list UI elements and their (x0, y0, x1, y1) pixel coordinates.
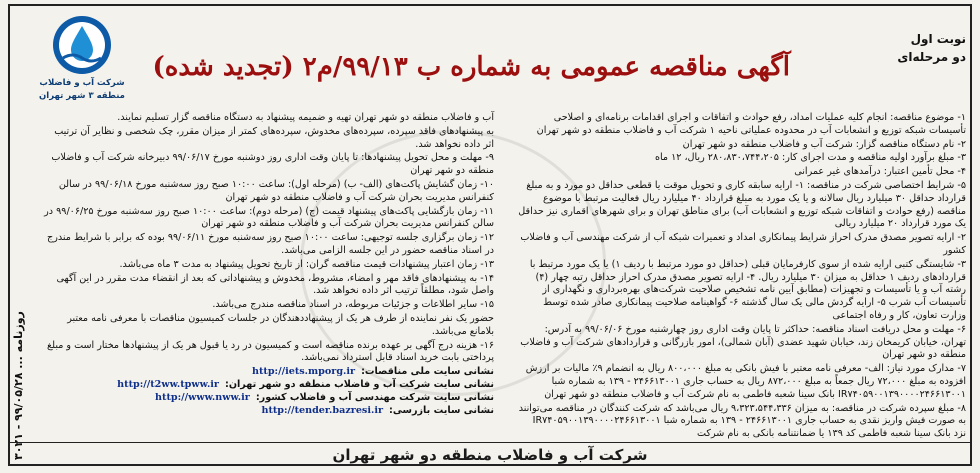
clause-12: ۱۲- زمان برگزاری جلسه توجیهی: ساعت ۱۰:۰۰ صبح روز سه‌شنبه مورخ ۹۹/۰۶/۱۱ بوده که برابر با شرایط مندرج در اسناد مناقصه حضور در این جلسه الزامی می‌باشد. (47, 232, 494, 256)
side-tag-text: روزنامه ... ۹۹/۰۵/۲۸ - ۳۰۲۱ (12, 311, 25, 460)
website-link-nww[interactable]: http://www.nww.ir (155, 391, 250, 403)
clause-8: ۸- مبلغ سپرده شرکت در مناقصه: به میزان ۹،۳۲۳،۵۴۴،۳۳۶ ریال می‌باشد که شرکت کنندگان در مناقصه می‌توانند به صورت فیش واریز نقدی به حساب جاری ۲۴۶۶۱۳۰۰۱ - ۱۳۹ به شماره شبا IR۷۴۰۵۹۰۰۱۳۹۰۰۰۰۲۴۶۶۱۳۰۰۱ نزد بانک سینا شعبه فاطمی کد ۱۳۹ یا ضمانتنامه بانکی به نام شرکت (518, 402, 966, 440)
deposit-note: به پیشنهادهای فاقد سپرده، سپرده‌های مخدوش، سپرده‌های کمتر از میزان مقرر، چک شخصی و نظایر آن ترتیب اثر داده نخواهد شد. (54, 125, 494, 150)
website-label: نشانی سایت شرکت آب و فاضلاب منطقه دو شهر تهران: (224, 378, 494, 390)
notice-round (897, 30, 966, 66)
website-label: نشانی سایت شرکت مهندسی آب و فاضلاب کشور: (255, 391, 494, 403)
clause-1: ۱- موضوع مناقصه: انجام کلیه عملیات امداد، رفع حوادث و اتفاقات و اجرای اقدامات برنامه‌ای و اصلاحی تأسیسات شبکه توزیع و انشعابات آب در محدوده عملیاتی ناحیه ۱ شرکت آب و فاضلاب منطقه دو شهر تهران (536, 112, 966, 136)
clause-11: ۱۱- زمان بازگشایی پاکت‌های پیشنهاد قیمت (ج) (مرحله دوم): ساعت ۱۰:۰۰ صبح روز سه‌شنبه مورخ ۹۹/۰۶/۲۵ در سالن کنفرانس مدیریت بحران شرکت آب و فاضلاب منطقه دو شهر تهران (44, 205, 494, 230)
ad-title: آگهی مناقصه عمومی به شماره ب ۹۹/۱۳/م۲ (تجدید شده) (152, 52, 790, 82)
logo-line1: شرکت آب و فاضلاب (39, 78, 125, 88)
round-first: نوبت اول (910, 32, 966, 46)
clause-3: ۳- مبلغ برآورد اولیه مناقصه و مدت اجرای کار: ۲۸۰،۸۳۰،۷۴۴،۲۰۵ ریال، ۱۲ ماه (654, 152, 966, 164)
website-row (42, 366, 494, 379)
website-row (42, 379, 494, 392)
water-drop-logo-icon (51, 14, 113, 76)
website-link-bazresi[interactable]: http://tender.bazresi.ir (261, 404, 384, 416)
website-link-iets[interactable]: http://iets.mporg.ir (251, 366, 356, 378)
clause-13: ۱۳- زمان اعتبار پیشنهادات قیمت مناقصه گران: از تاریخ تحویل پیشنهاد به مدت ۳ ماه می‌باشد. (119, 258, 494, 270)
website-row (42, 392, 494, 405)
website-link-t2ww[interactable]: http://t2ww.tpww.ir (117, 378, 219, 390)
clause-5: ۵- شرایط اختصاصی شرکت در مناقصه: ۱- ارایه سابقه کاری و تحویل موقت یا قطعی حداقل دو مورد و به مبلغ قرارداد حداقل ۳۰ میلیارد ریال سالانه و یا یک مورد به مبلغ قرارداد ۴۰ میلیارد ریال فعالیت مرتبط با موضوع مناقصه (رفع حوادث و اتفاقات شبکه توزیع و انشعابات آب) برای مناطق تهران و برای شهرهای اقماری نیز حداقل یک مورد قرارداد ۲۰ میلیارد ریالی (518, 179, 966, 230)
website-label: نشانی سایت ملی مناقصات: (361, 366, 494, 378)
clause-6: ۶- مهلت و محل دریافت اسناد مناقصه: حداکثر تا پایان وقت اداری روز چهارشنبه مورخ ۹۹/۰۶/۰۶ به آدرس: تهران، خیابان کریمخان زند، خیابان شهید عضدی (آبان شمالی)، امور بازرگانی و قراردادهای شرکت آب و فاضلاب منطقه دو شهر تهران (520, 323, 966, 361)
clause-14: ۱۴- به پیشنهادهای فاقد مهر و امضاء، مشروط، مخدوش و پیشنهاداتی که بعد از انقضاء مدت مقرر در این آگهی واصل شود، مطلقاً ترتیب اثر داده نخواهد شد. (56, 272, 494, 297)
clause-15: ۱۵- سایر اطلاعات و جزئیات مربوطه، در اسناد مناقصه مندرج می‌باشد. (212, 299, 494, 311)
logo-line2: منطقه ۳ شهر تهران (39, 91, 125, 101)
footer-company-name: شرکت آب و فاضلاب منطقه دو شهر تهران (8, 442, 972, 466)
left-column (42, 112, 494, 417)
representative-note: حضور یک نفر نماینده از طرف هر یک از پیشنهاددهندگان در جلسات کمیسیون مناقصات با معرفی نامه معتبر بلامانع می‌باشد. (67, 312, 494, 337)
clause-4: ۴- محل تأمین اعتبار: درآمدهای غیر عمرانی (794, 166, 966, 178)
clause-9: ۹- مهلت و محل تحویل پیشنهادها: تا پایان وقت اداری روز دوشنبه مورخ ۹۹/۰۶/۱۷ دبیرخانه شرکت آب و فاضلاب منطقه دو شهر تهران (51, 152, 494, 177)
clause-5-3: ۳- شایستگی کتبی ارایه شده از سوی کارفرمایان قبلی (حداقل دو مورد مرتبط با ردیف ۱) یا یک مورد مرتبط با قراردادهای ردیف ۱ حداقل به میزان ۳۰ میلیارد ریال. ۴- ارایه تصویر مصدق مدرک احراز حداقل رتبه چهار (۴) رشته آب و یا تأسیسات و تجهیزات (مطابق آیین نامه تشخیص صلاحیت شرکت‌های بهره‌برداری و نگهداری از تأسیسات آب شرب ۵- ارایه گردش مالی یک سال گذشته ۶- گواهینامه صلاحیت پیمانکاری صادر شده توسط وزارت تعاون، کار و رفاه اجتماعی (529, 258, 966, 321)
clause-5-2: ۲- ارایه تصویر مصدق مدرک احراز شرایط پیمانکاری امداد و تعمیرات شبکه آب از شرکت مهندسی آب و فاضلاب کشور (520, 232, 966, 256)
right-column (518, 112, 966, 442)
newspaper-side-tag (0, 280, 25, 460)
clause-2: ۲- نام دستگاه مناقصه گزار: شرکت آب و فاضلاب منطقه دو شهر تهران (682, 138, 966, 150)
round-two-stage: دو مرحله‌ای (897, 50, 966, 64)
clause-8-cont: آب و فاضلاب منطقه دو شهر تهران تهیه و ضمیمه پیشنهاد به دستگاه مناقصه گزار تسلیم نمایند. (117, 112, 494, 123)
website-label: نشانی سایت بازرسی: (389, 404, 494, 416)
clause-7: ۷- مدارک مورد نیاز: الف- معرفی نامه معتبر با فیش بانکی به مبلغ ۸۰۰،۰۰۰ ریال به انضمام ۹٪ مالیات بر ارزش افزوده به مبلغ ۷۲،۰۰۰ ریال جمعاً به مبلغ ۸۷۲،۰۰۰ ریال به حساب جاری ۲۴۶۶۱۳۰۰۱ - ۱۳۹ به شماره شبا IR۷۴۰۵۹۰۰۱۳۹۰۰۰۰۲۴۶۶۱۳۰۰۱ بانک سینا شعبه فاطمی به نام شرکت آب و فاضلاب منطقه دو شهر تهران (525, 363, 966, 400)
website-row (42, 405, 494, 418)
clause-10: ۱۰- زمان گشایش پاکت‌های (الف- ب) (مرحله اول): ساعت ۱۰:۰۰ صبح روز سه‌شنبه مورخ ۹۹/۰۶/۱۸ در سالن کنفرانس مدیریت بحران شرکت آب و فاضلاب منطقه دو شهر تهران (58, 178, 494, 203)
company-logo (24, 14, 140, 118)
clause-16: ۱۶- هزینه درج آگهی بر عهده برنده مناقصه است و کمیسیون در رد یا قبول هر یک از پیشنهادها مختار است و مبلغ پرداختی بابت خرید اسناد قابل استرداد نمی‌باشد. (47, 339, 494, 364)
